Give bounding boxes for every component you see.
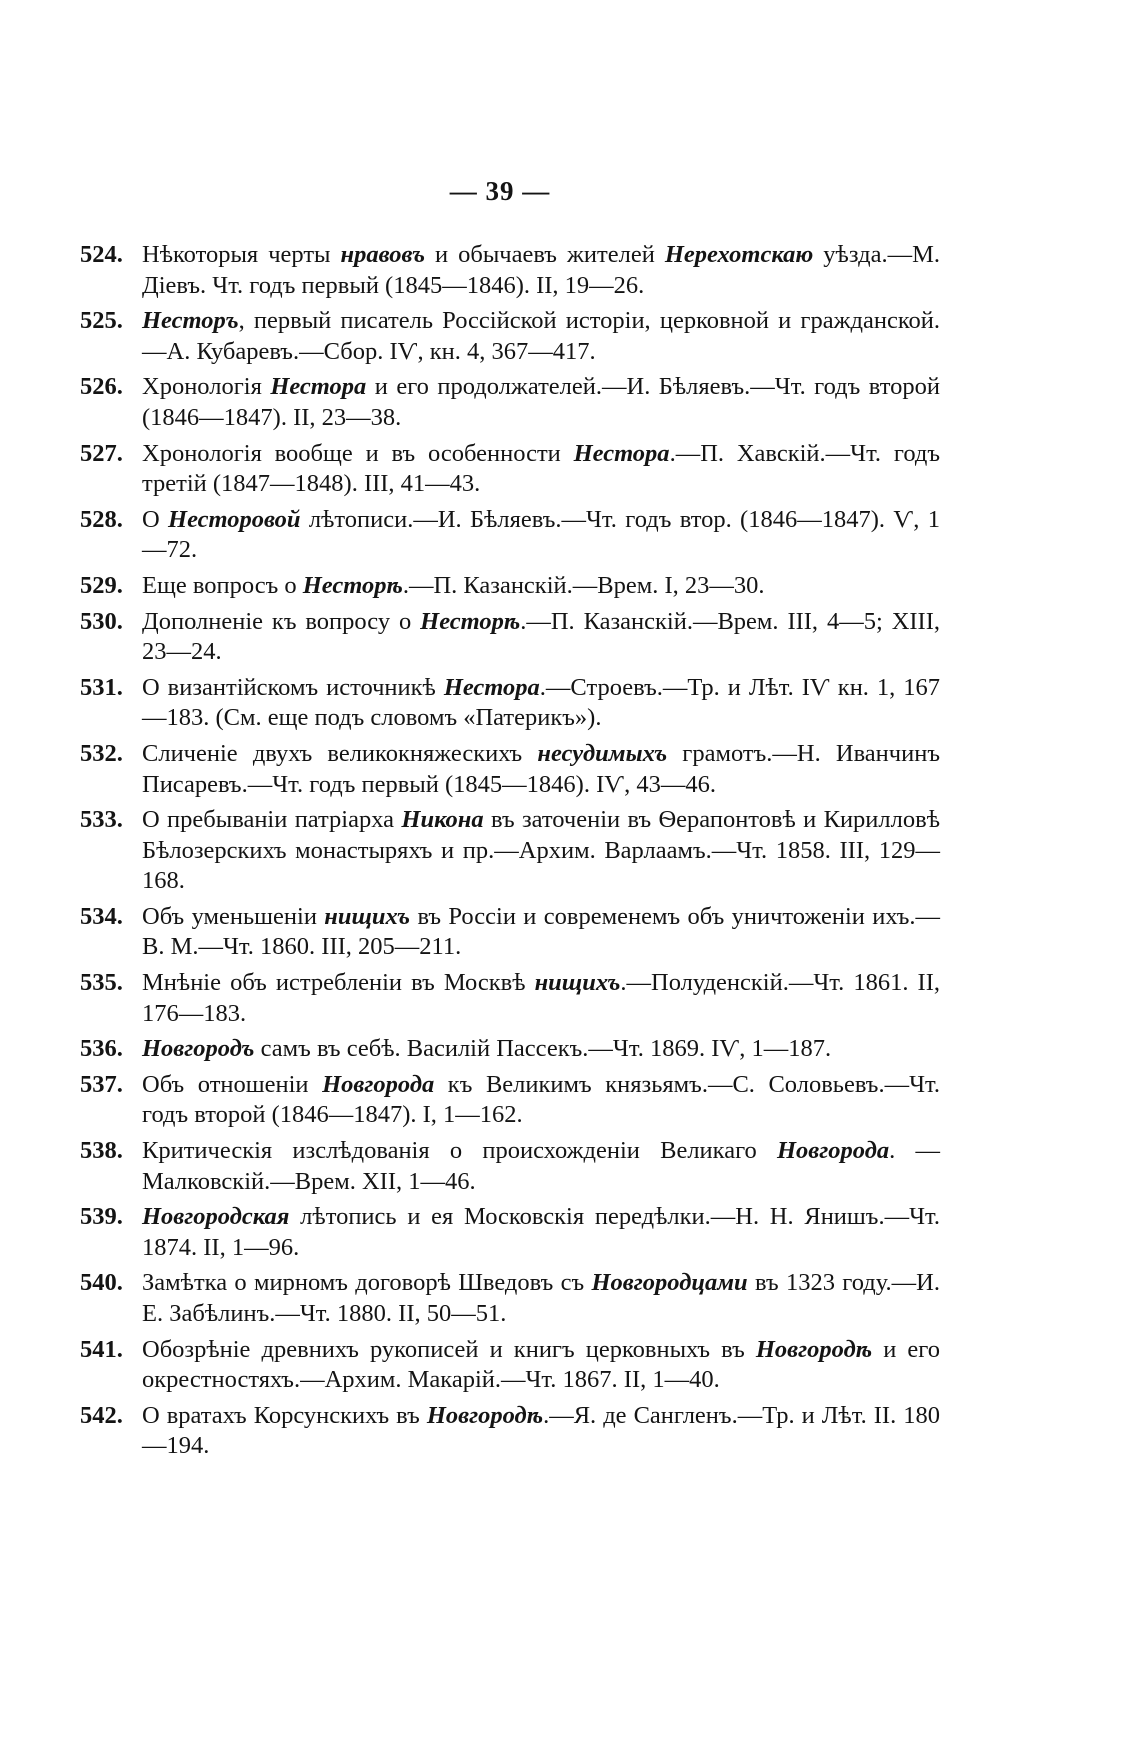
entry-text	[142, 902, 940, 963]
entry-text	[142, 571, 940, 602]
entry-text-segment: О пребываніи патріарха	[142, 806, 402, 834]
entry-text-segment: грамотъ.—Н. Иванчинъ Писаревъ.—Чт. годъ первый (1845—1846). IѴ, 43—46.	[142, 739, 941, 798]
entry-number: 530.	[80, 607, 123, 635]
entry-text-segment: Замѣтка о мирномъ договорѣ Шведовъ съ	[142, 1269, 592, 1297]
entry-text-segment: .—Строевъ.—Тр. и Лѣт. IѴ кн. 1, 167—183. (См. еще подъ словомъ «Патерикъ»).	[142, 673, 941, 732]
entry-text	[142, 306, 940, 367]
entry-number: 535.	[80, 969, 123, 997]
bibliography-entry	[80, 968, 940, 1029]
bibliography-entry	[80, 1202, 940, 1263]
entry-text	[142, 372, 940, 433]
entry-text-segment: , первый писатель Россійской исторіи, церковной и гражданской.—А. Кубаревъ.—Сбор. IѴ, кн. 4, 367—417.	[142, 307, 940, 365]
bibliography-entry	[80, 240, 940, 301]
entry-keyword: Несторъ	[142, 307, 239, 335]
bibliography-entry	[80, 902, 940, 963]
entry-text-segment: Дополненіе къ вопросу о	[142, 607, 421, 635]
entry-number: 534.	[80, 902, 123, 930]
entry-text-segment: и его окрестностяхъ.—Архим. Макарій.—Чт. 1867. II, 1—40.	[142, 1335, 940, 1394]
entry-text	[142, 439, 940, 500]
entry-text-segment: Обозрѣніе древнихъ рукописей и книгъ церковныхъ въ	[142, 1335, 756, 1363]
entry-text-segment: О византійскомъ источникѣ	[142, 673, 444, 701]
entry-text	[142, 1401, 940, 1462]
entry-text	[142, 1034, 940, 1065]
entry-number: 529.	[80, 571, 123, 599]
entry-keyword: Новгорода	[322, 1070, 435, 1098]
entry-number: 539.	[80, 1203, 123, 1231]
entry-text	[142, 673, 940, 734]
bibliography-entry	[80, 505, 940, 566]
bibliography-entry	[80, 1136, 940, 1197]
entry-text-segment: О	[142, 505, 169, 533]
entry-text	[142, 505, 940, 566]
entry-text-segment: Объ уменьшеніи	[142, 902, 325, 930]
entry-text-segment: Хронологія вообще и въ особенности	[142, 439, 574, 467]
entry-text	[142, 968, 940, 1029]
entry-keyword: Нерехотскаю	[664, 241, 814, 268]
bibliography-entry	[80, 1401, 940, 1462]
entry-text	[142, 1070, 940, 1131]
entry-text-segment: лѣтопись и ея Московскія передѣлки.—Н. Н. Янишъ.—Чт. 1874. II, 1—96.	[142, 1203, 940, 1261]
entry-keyword: Несторѣ	[302, 571, 403, 599]
bibliography-entry	[80, 607, 940, 668]
entry-text-segment: лѣтописи.—И. Бѣляевъ.—Чт. годъ втор. (1846—1847). Ѵ, 1—72.	[142, 505, 940, 564]
entry-number: 540.	[80, 1269, 123, 1297]
entry-text-segment: въ Россіи и современемъ объ уничтоженіи ихъ.—В. М.—Чт. 1860. III, 205—211.	[142, 902, 940, 961]
entry-text	[142, 805, 940, 897]
entry-number: 528.	[80, 505, 123, 533]
page-number: — 39 —	[449, 176, 551, 206]
entry-number: 532.	[80, 739, 123, 767]
entry-keyword: Никона	[401, 806, 484, 834]
entry-keyword: Нестора	[443, 673, 540, 701]
entry-number: 537.	[80, 1070, 123, 1098]
entry-text-segment: .—Я. де Сангленъ.—Тр. и Лѣт. II. 180—194.	[142, 1401, 940, 1460]
entry-keyword: Новгородѣ	[755, 1335, 873, 1363]
entry-number: 526.	[80, 373, 123, 401]
bibliography-entry	[80, 1034, 940, 1065]
entry-keyword: несудимыхъ	[537, 739, 668, 767]
bibliography-entry	[80, 673, 940, 734]
entry-text-segment: Хронологія	[142, 373, 271, 401]
entry-text-segment: О вратахъ Корсунскихъ въ	[142, 1401, 427, 1429]
entry-number: 541.	[80, 1335, 123, 1363]
entry-text	[142, 607, 940, 668]
bibliography-entry	[80, 439, 940, 500]
bibliography-entry	[80, 1268, 940, 1329]
bibliography-entry	[80, 306, 940, 367]
entry-text	[142, 1268, 940, 1329]
entry-text-segment: и его продолжателей.—И. Бѣляевъ.—Чт. годъ второй (1846—1847). II, 23—38.	[142, 373, 940, 431]
entry-number: 538.	[80, 1137, 123, 1165]
entry-keyword: Новгородская	[142, 1203, 290, 1231]
entry-keyword: Новгорода	[777, 1137, 890, 1165]
bibliography-entry	[80, 805, 940, 897]
entry-text	[142, 240, 940, 301]
entry-text	[142, 1202, 940, 1263]
entry-text-segment: Объ отношеніи	[142, 1070, 323, 1098]
bibliography-entry	[80, 1070, 940, 1131]
entry-keyword: Нестора	[270, 373, 367, 401]
entry-text-segment: .—П. Казанскій.—Врем. I, 23—30.	[402, 571, 765, 599]
entry-text-segment: уѣзда.—М. Діевъ. Чт. годъ первый (1845—1846). II, 19—26.	[142, 241, 940, 299]
entry-keyword: Несторѣ	[420, 607, 521, 635]
entry-text-segment: Еще вопросъ о	[142, 571, 303, 599]
entry-number: 533.	[80, 806, 123, 834]
bibliography-entry	[80, 1335, 940, 1396]
entry-keyword: Несторовой	[168, 505, 301, 533]
entry-keyword: нищихъ	[324, 902, 411, 930]
bibliography-entry	[80, 571, 940, 602]
entry-text-segment: Нѣкоторыя черты	[142, 241, 341, 268]
entry-number: 536.	[80, 1035, 123, 1063]
entry-text-segment: .—Полуденскій.—Чт. 1861. II, 176—183.	[142, 969, 940, 1027]
entry-keyword: нравовъ	[340, 241, 425, 268]
bibliography-entry	[80, 739, 940, 800]
entry-text-segment: къ Великимъ князьямъ.—С. Соловьевъ.—Чт. годъ второй (1846—1847). I, 1—162.	[142, 1070, 940, 1129]
entry-text-segment: и обычаевъ жителей	[425, 241, 665, 268]
entry-text	[142, 1335, 940, 1396]
entry-text-segment: самъ въ себѣ. Василій Пассекъ.—Чт. 1869. IѴ, 1—187.	[254, 1035, 832, 1063]
entry-text-segment: .—П. Хавскій.—Чт. годъ третій (1847—1848). III, 41—43.	[142, 439, 940, 498]
entry-number: 527.	[80, 439, 123, 467]
entry-text-segment: Критическія изслѣдованія о происхожденіи Великаго	[142, 1137, 777, 1165]
entry-text	[142, 739, 940, 800]
entry-keyword: Новгородъ	[142, 1035, 255, 1063]
entry-number: 525.	[80, 307, 123, 335]
entry-keyword: нищихъ	[534, 969, 621, 997]
entry-keyword: Новгородѣ	[426, 1401, 544, 1429]
entry-text-segment: Сличеніе двухъ великокняжескихъ	[142, 739, 538, 767]
entry-number: 524.	[80, 241, 123, 268]
entry-text-segment: въ заточеніи въ Ѳерапонтовѣ и Кирилловѣ Бѣлозерскихъ монастыряхъ и пр.—Архим. Варлаамъ.—Чт. 1858. III, 129—168.	[142, 806, 940, 895]
entry-text-segment: Мнѣніе объ истребленіи въ Москвѣ	[142, 969, 535, 997]
entry-text-segment: въ 1323 году.—И. Е. Забѣлинъ.—Чт. 1880. II, 50—51.	[142, 1269, 940, 1327]
entry-text	[142, 1136, 940, 1197]
entry-number: 531.	[80, 673, 123, 701]
bibliography-list	[80, 240, 940, 1467]
entry-number: 542.	[80, 1401, 123, 1429]
bibliography-entry	[80, 372, 940, 433]
entry-keyword: Новгородцами	[591, 1269, 748, 1297]
entry-text-segment: .—П. Казанскій.—Врем. III, 4—5; XIII, 23—24.	[142, 607, 940, 666]
entry-keyword: Нестора	[573, 439, 670, 467]
entry-text-segment: . — Малковскій.—Врем. XII, 1—46.	[142, 1137, 940, 1195]
